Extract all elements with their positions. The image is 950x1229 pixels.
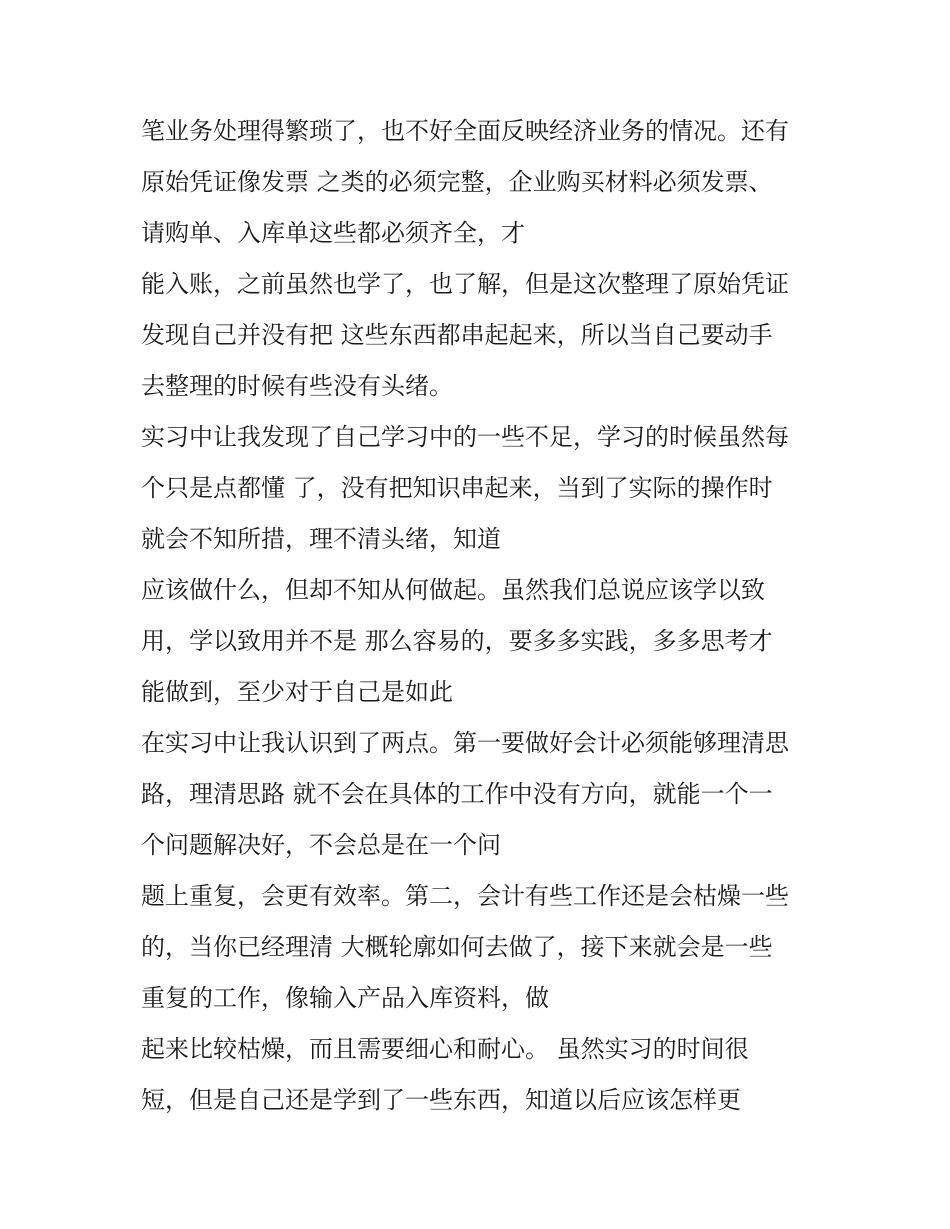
text-line: 个问题解决好，不会总是在一个问 [141, 831, 501, 859]
text-line: 就会不知所措，理不清头绪，知道 [141, 525, 501, 553]
body-text [141, 106, 821, 1126]
text-line: 短，但是自己还是学到了一些东西，知道以后应该怎样更 [141, 1086, 741, 1114]
text-line: 笔业务处理得繁琐了，也不好全面反映经济业务的情况。还有 [141, 117, 789, 145]
text-line: 发现自己并没有把 这些东西都串起起来，所以当自己要动手 [141, 321, 773, 349]
text-line: 应该做什么，但却不知从何做起。虽然我们总说应该学以致 [141, 576, 765, 604]
text-line: 能做到，至少对于自己是如此 [141, 678, 453, 706]
text-line: 用，学以致用并不是 那么容易的，要多多实践，多多思考才 [141, 627, 773, 655]
text-line: 实习中让我发现了自己学习中的一些不足，学习的时候虽然每 [141, 423, 789, 451]
text-line: 请购单、入库单这些都必须齐全，才 [141, 219, 525, 247]
text-line: 路，理清思路 就不会在具体的工作中没有方向，就能一个一 [141, 780, 773, 808]
text-line: 原始凭证像发票 之类的必须完整，企业购买材料必须发票、 [141, 168, 773, 196]
text-line: 个只是点都懂 了，没有把知识串起来，当到了实际的操作时 [141, 474, 773, 502]
text-line: 能入账，之前虽然也学了，也了解，但是这次整理了原始凭证 [141, 270, 789, 298]
text-line: 题上重复，会更有效率。第二，会计有些工作还是会枯燥一些 [141, 882, 789, 910]
text-line: 的，当你已经理清 大概轮廓如何去做了，接下来就会是一些 [141, 933, 773, 961]
text-line: 起来比较枯燥，而且需要细心和耐心。 虽然实习的时间很 [141, 1035, 749, 1063]
text-line: 重复的工作，像输入产品入库资料，做 [141, 984, 549, 1012]
text-line: 在实习中让我认识到了两点。第一要做好会计必须能够理清思 [141, 729, 789, 757]
text-line: 去整理的时候有些没有头绪。 [141, 372, 453, 400]
